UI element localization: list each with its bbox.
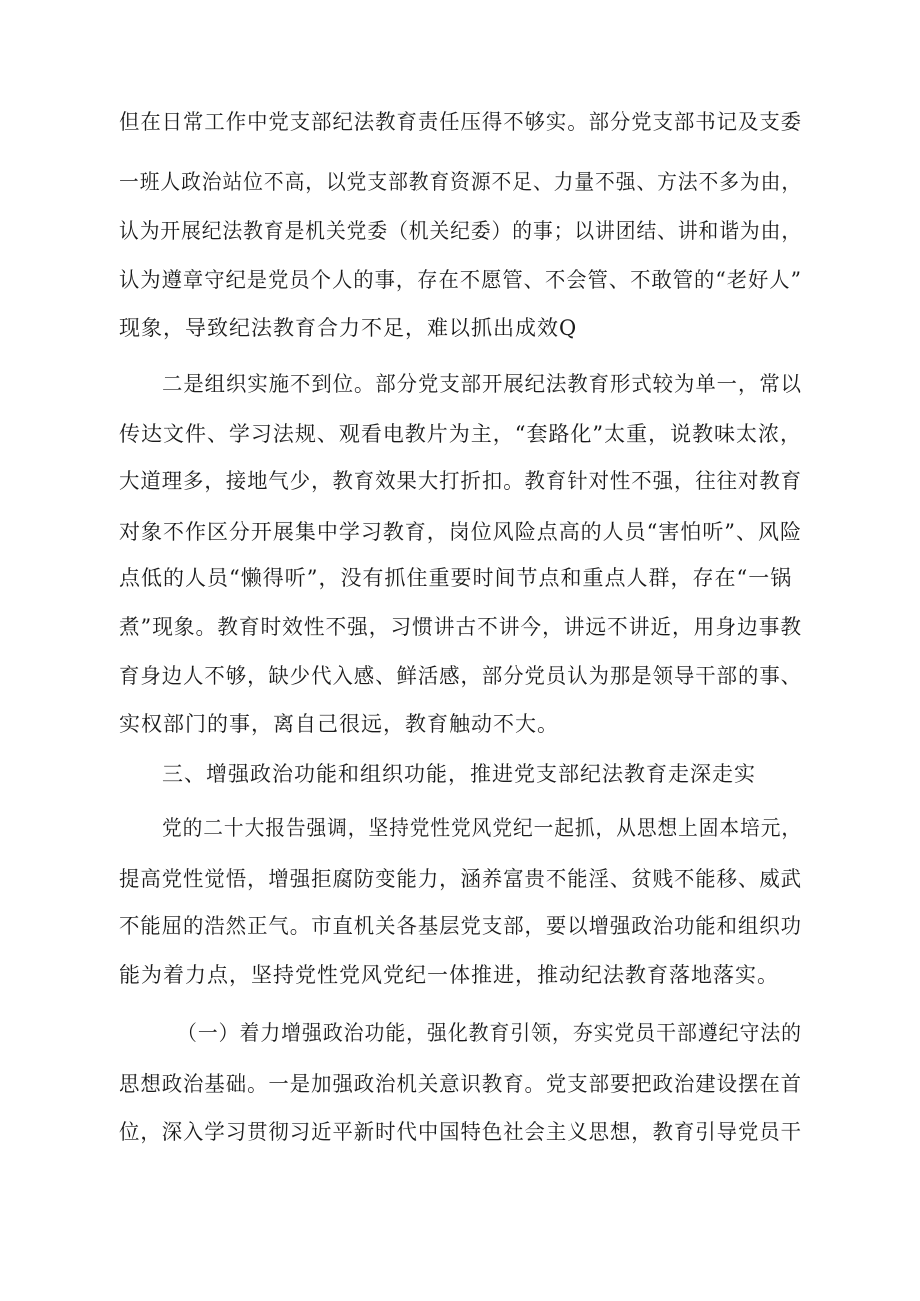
text-line [0,514,920,550]
line-text: 实权部门的事，离自己很远，教育触动不大。 [119,712,559,736]
text-line [0,1015,920,1051]
text-line [0,104,920,140]
line-text: 一班人政治站位不高，以党支部教育资源不足、力量不强、方法不多为由， [119,170,803,194]
line-text: 党的二十大报告强调，坚持党性党风党纪一起抓，从思想上固本培元， [162,816,802,840]
line-text: 提高党性觉悟，增强拒腐防变能力，涵养富贵不能淫、贫贱不能移、威武 [119,867,803,891]
line-text: 现象，导致纪法教育合力不足，难以抓出成效Q [119,316,578,340]
text-line [0,908,920,944]
line-text: 对象不作区分开展集中学习教育，岗位风险点高的人员“害怕听”、风险 [119,520,803,544]
text-line [0,560,920,596]
line-text: 能为着力点，坚持党性党风党纪一体推进，推动纪法教育落地落实。 [119,963,779,987]
text-line [0,213,920,249]
text-line [0,310,920,346]
text-line [0,861,920,897]
line-text: 位，深入学习贯彻习近平新时代中国特色社会主义思想，教育引导党员干 [119,1120,803,1144]
line-text: 点低的人员“懒得听”，没有抓住重要时间节点和重点人群，存在“一锅 [119,566,793,590]
text-line [0,706,920,742]
text-line [0,1114,920,1150]
section-heading [0,756,920,792]
line-text: 育身边人不够，缺少代入感、鲜活感，部分党员认为那是领导干部的事、 [119,664,803,688]
text-line [0,609,920,645]
text-line [0,463,920,499]
line-text: 二是组织实施不到位。部分党支部开展纪法教育形式较为单一，常以 [162,372,803,396]
line-text: 认为遵章守纪是党员个人的事，存在不愿管、不会管、不敢管的“老好人” [119,268,802,292]
text-line [0,658,920,694]
line-text: 传达文件、学习法规、观看电教片为主，“套路化”太重，说教味太浓， [119,422,803,446]
line-text: 思想政治基础。一是加强政治机关意识教育。党支部要把政治建设摆在首 [119,1072,803,1096]
text-line [0,957,920,993]
text-line [0,416,920,452]
text-line [0,366,920,402]
text-line [0,164,920,200]
line-text: 大道理多，接地气少，教育效果大打折扣。教育针对性不强，往往对教育 [119,469,803,493]
line-text: 但在日常工作中党支部纪法教育责任压得不够实。部分党支部书记及支委 [119,110,803,134]
text-line [0,1066,920,1102]
line-text: 煮”现象。教育时效性不强，习惯讲古不讲今，讲远不讲近，用身边事教 [119,615,802,639]
text-line [0,262,920,298]
line-text: 认为开展纪法教育是机关党委（机关纪委）的事；以讲团结、讲和谐为由， [119,219,803,243]
heading-text: 三、增强政治功能和组织功能，推进党支部纪法教育走深走实 [162,762,756,786]
line-text: 不能屈的浩然正气。市直机关各基层党支部，要以增强政治功能和组织功 [119,914,803,938]
line-text: （一）着力增强政治功能，强化教育引领，夯实党员干部遵纪守法的 [177,1021,803,1045]
text-line [0,810,920,846]
